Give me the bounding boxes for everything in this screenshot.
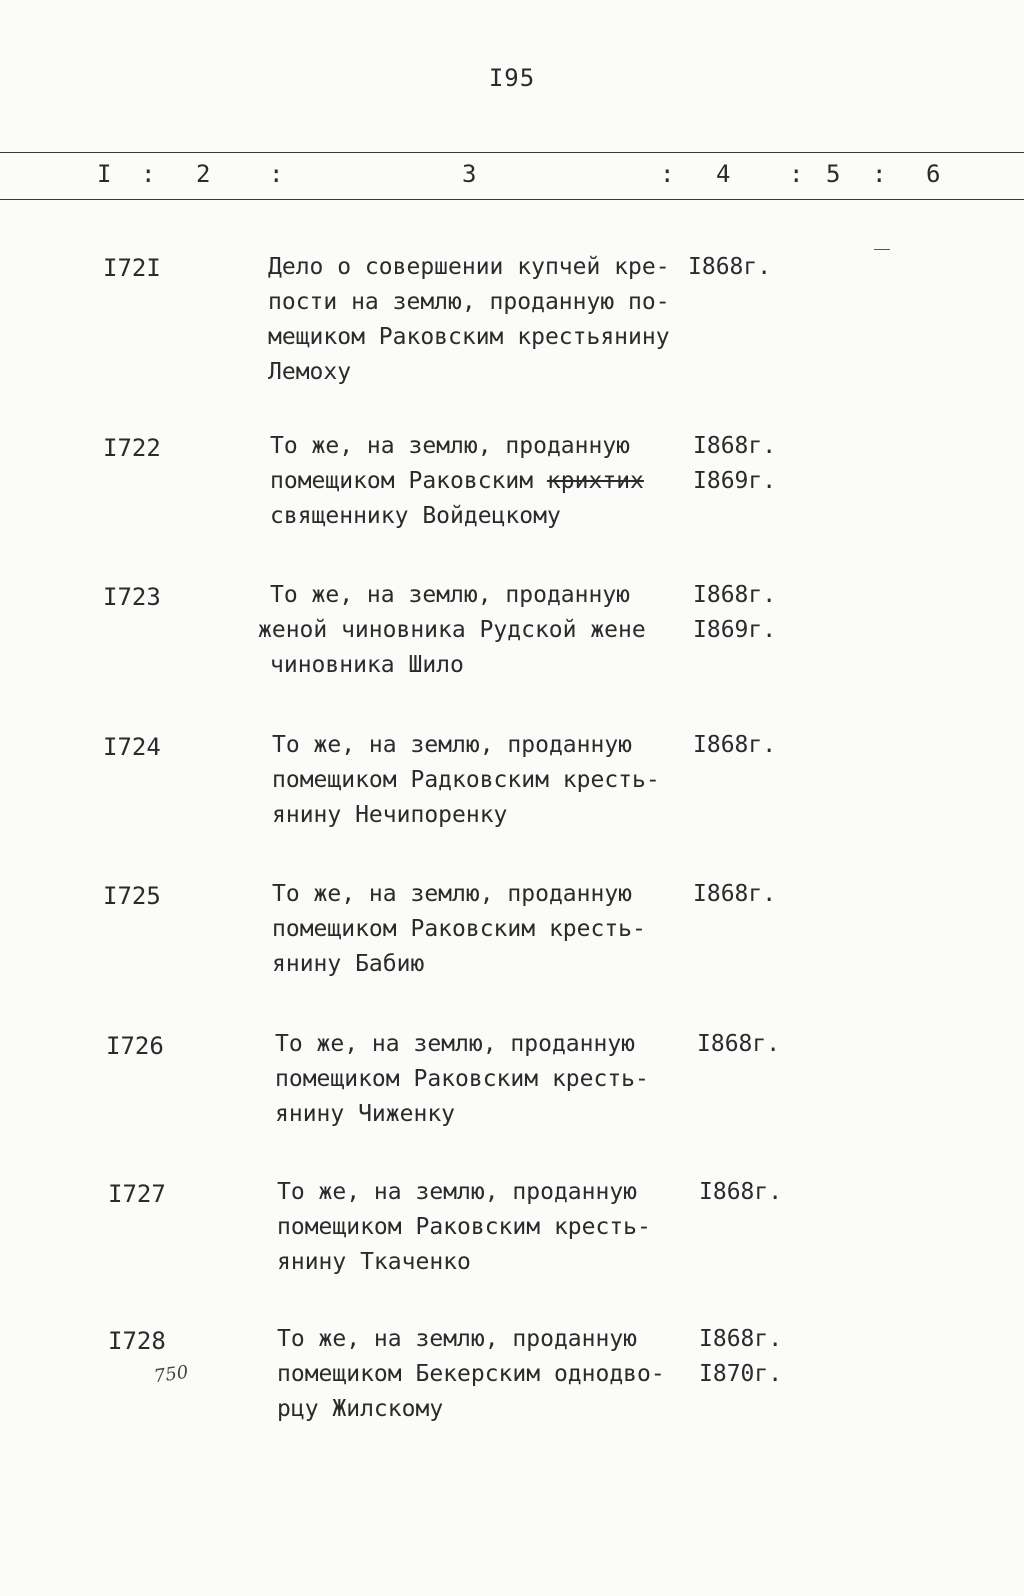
entry-number: I723 <box>103 583 161 611</box>
entry-dates <box>697 1027 780 1062</box>
entry-date: I868г. <box>688 254 772 280</box>
column-header-5: 5 <box>826 160 841 188</box>
column-separator: : <box>141 160 156 188</box>
entry-dates <box>693 429 776 499</box>
description-line: То же, на землю, проданную <box>272 732 633 758</box>
entry-date: I868г. <box>697 1031 781 1057</box>
column-separator: : <box>269 160 284 188</box>
entry-date: I870г. <box>699 1361 783 1387</box>
description-line: женой чиновника Рудской жене <box>258 617 646 643</box>
table-header-top-rule <box>0 152 1024 153</box>
description-line: помещиком Радковским кресть- <box>272 767 660 793</box>
description-line: пости на землю, проданную по- <box>268 289 670 315</box>
entry-description <box>277 1175 697 1280</box>
description-line: рцу Жилскому <box>277 1396 444 1422</box>
entry-description <box>277 1322 697 1427</box>
entry-dates <box>699 1175 782 1210</box>
entry-description <box>268 250 688 390</box>
entry-number: I72I <box>103 254 161 282</box>
description-line: Лемоху <box>268 359 352 385</box>
column-header-1: I <box>97 160 112 188</box>
entry-dates <box>688 250 771 285</box>
entry-number: I728 <box>108 1327 166 1355</box>
description-line: То же, на землю, проданную <box>270 433 631 459</box>
column-header-2: 2 <box>196 160 211 188</box>
entry-date: I868г. <box>699 1326 783 1352</box>
entry-dates <box>699 1322 782 1392</box>
struck-through-word: крихтих <box>546 468 644 494</box>
entry-number: I722 <box>103 434 161 462</box>
page-number: I95 <box>488 64 536 92</box>
entry-description <box>272 877 692 982</box>
description-line: чиновника Шило <box>270 652 464 678</box>
column-separator: : <box>872 160 887 188</box>
margin-dash-mark <box>874 249 890 250</box>
entry-date: I869г. <box>693 468 777 494</box>
entry-dates <box>693 728 776 763</box>
entry-number: I724 <box>103 733 161 761</box>
handwritten-note: 750 <box>152 1361 190 1388</box>
description-line: помещиком Раковским кресть- <box>277 1214 651 1240</box>
entry-description <box>258 578 678 683</box>
description-line: Дело о совершении купчей кре- <box>268 254 670 280</box>
entry-date: I868г. <box>693 881 777 907</box>
description-line: То же, на землю, проданную <box>277 1179 638 1205</box>
description-line: янину Нечипоренку <box>272 802 508 828</box>
entry-date: I868г. <box>699 1179 783 1205</box>
table-header-bottom-rule <box>0 199 1024 200</box>
entry-date: I868г. <box>693 582 777 608</box>
entry-description <box>270 429 690 534</box>
entry-number: I727 <box>108 1180 166 1208</box>
entry-date: I869г. <box>693 617 777 643</box>
description-line: священнику Войдецкому <box>270 503 561 529</box>
entry-number: I726 <box>106 1032 164 1060</box>
description-line: янину Чиженку <box>275 1101 456 1127</box>
description-line: То же, на землю, проданную <box>272 881 633 907</box>
entry-dates <box>693 877 776 912</box>
entry-description <box>275 1027 695 1132</box>
description-line: помещиком Раковским <box>270 468 547 494</box>
entry-description <box>272 728 692 833</box>
description-line: То же, на землю, проданную <box>277 1326 638 1352</box>
column-header-4: 4 <box>716 160 731 188</box>
description-line: янину Ткаченко <box>277 1249 471 1275</box>
column-header-3: 3 <box>462 160 477 188</box>
column-separator: : <box>789 160 804 188</box>
entry-date: I868г. <box>693 433 777 459</box>
entry-date: I868г. <box>693 732 777 758</box>
description-line: мещиком Раковским крестьянину <box>268 324 670 350</box>
description-line: помещиком Раковским кресть- <box>275 1066 649 1092</box>
description-line: То же, на землю, проданную <box>270 582 631 608</box>
description-line: помещиком Бекерским однодво- <box>277 1361 665 1387</box>
column-separator: : <box>660 160 675 188</box>
description-line: То же, на землю, проданную <box>275 1031 636 1057</box>
entry-number: I725 <box>103 882 161 910</box>
description-line: янину Бабию <box>272 951 425 977</box>
column-header-6: 6 <box>926 160 941 188</box>
entry-dates <box>693 578 776 648</box>
description-line: помещиком Раковским кресть- <box>272 916 646 942</box>
